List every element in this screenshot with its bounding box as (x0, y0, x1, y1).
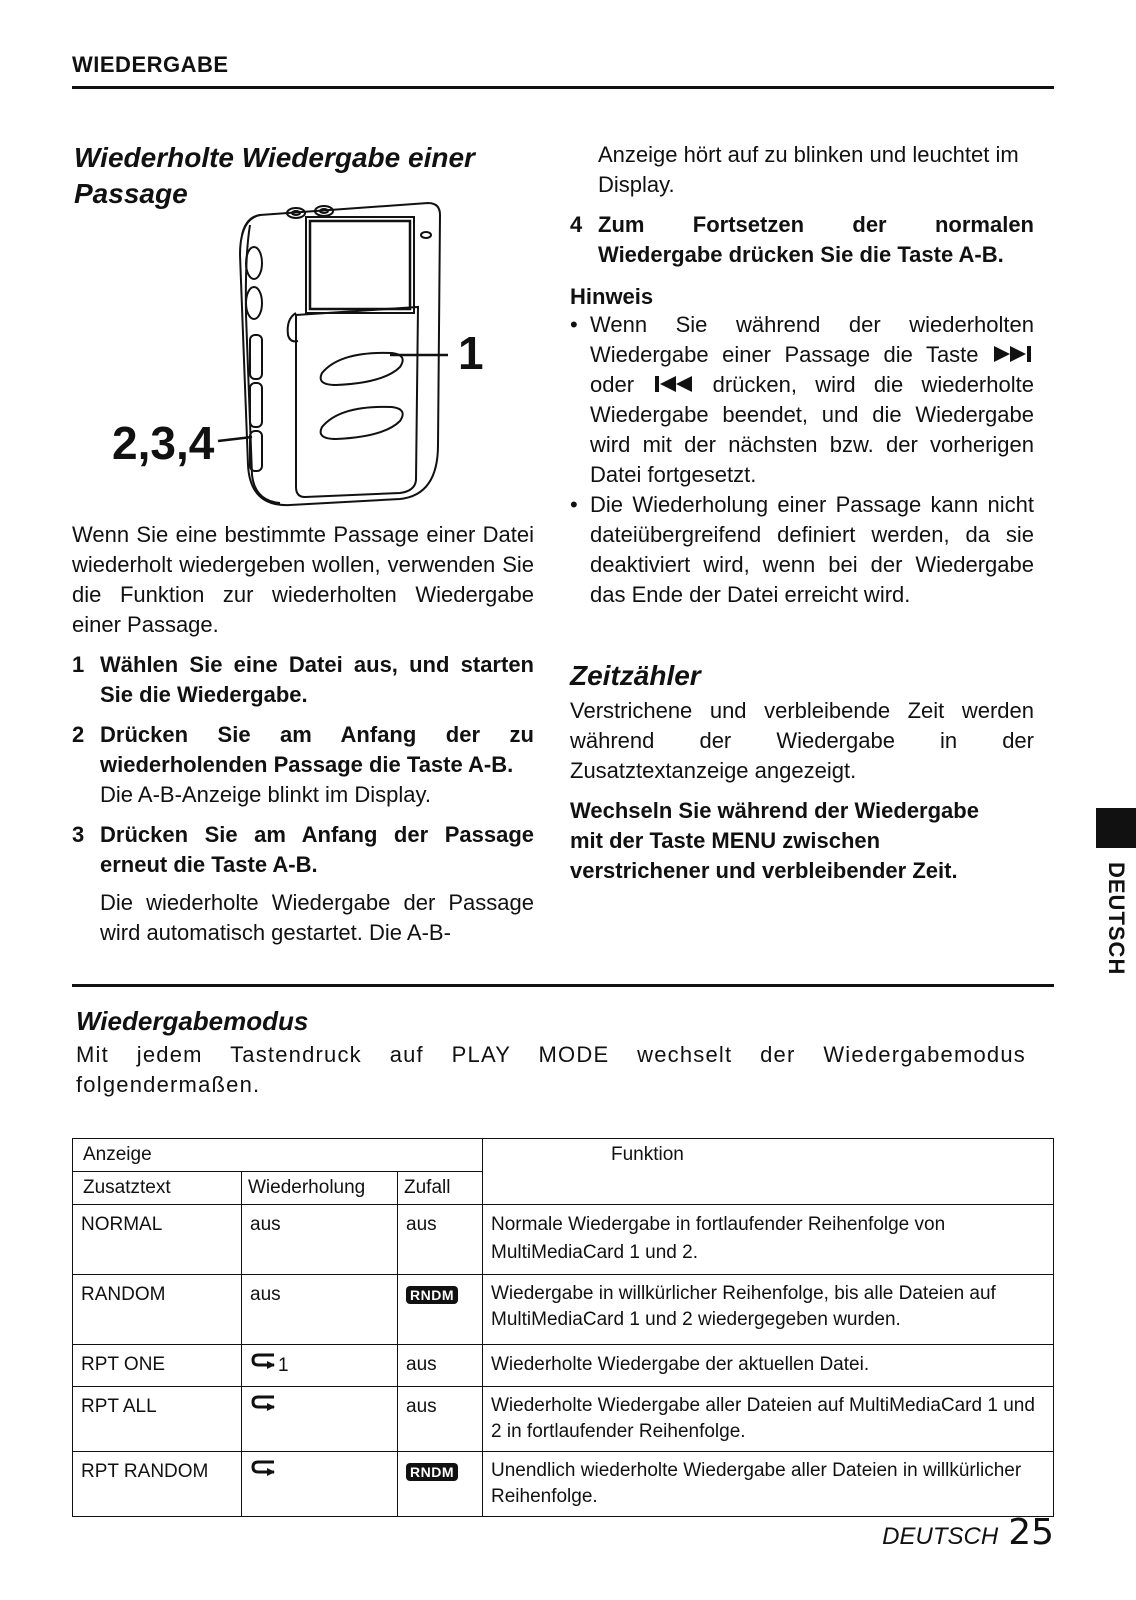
callout-label-2-3-4: 2,3,4 (112, 417, 215, 469)
previous-track-icon (652, 374, 694, 394)
cell-function: Unendlich wiederholte Wiedergabe aller Dateien in willkürlicher Reihenfolge. (483, 1452, 1054, 1517)
header-display: Anzeige (73, 1139, 483, 1172)
step-note: Die A-B-Anzeige blinkt im Display. (100, 782, 431, 807)
cell-function: Wiederholte Wiedergabe aller Dateien auf MultiMediaCard 1 und 2 in fortlaufender Reihenfolge. (483, 1387, 1054, 1452)
table-row (73, 1205, 1054, 1275)
step-instruction: Drücken Sie am Anfang der zu wiederholenden Passage die Taste A-B. (100, 722, 534, 777)
intro-paragraph: Wenn Sie eine bestimmte Passage einer Datei wiederholt wiedergeben wollen, verwenden Sie die Funktion zur wiederholten Wiedergabe einer Passage. (72, 522, 534, 637)
header-text: Zusatztext (73, 1172, 242, 1205)
callout-label-1: 1 (458, 327, 484, 379)
cell-repeat (242, 1345, 398, 1387)
hint-text: drücken, wird die wiederholte Wiedergabe beendet, und die Wiedergabe wird mit der nächsten bzw. der vorherigen Datei fortgesetzt. (590, 372, 1034, 487)
hint-title: Hinweis (570, 284, 654, 309)
section-title-timer: Zeitzähler (570, 660, 701, 691)
repeat-icon (250, 1458, 278, 1480)
cell-text: RPT ALL (73, 1387, 242, 1452)
step-number: 4 (570, 212, 583, 237)
step-number: 2 (72, 722, 85, 747)
language-tab-marker (1096, 808, 1136, 848)
cell-repeat (242, 1387, 398, 1452)
hint-list (570, 310, 1034, 610)
step-instruction: Drücken Sie am Anfang der Passage erneut die Taste A-B. (100, 822, 534, 877)
cell-text: NORMAL (73, 1205, 242, 1275)
cell-random (398, 1452, 483, 1517)
repeat-icon (250, 1393, 278, 1415)
step-number: 1 (72, 652, 85, 677)
table-row (73, 1345, 1054, 1387)
header-function: Funktion (483, 1139, 1054, 1205)
random-badge-icon: RNDM (406, 1286, 458, 1304)
step-2 (72, 720, 534, 810)
cell-text: RANDOM (73, 1275, 242, 1345)
step-instruction: Wählen Sie eine Datei aus, und starten Sie die Wiedergabe. (100, 652, 534, 707)
hint-text: Die Wiederholung einer Passage kann nicht dateiübergreifend definiert werden, da sie deaktiviert wird, wenn bei der Wiedergabe das Ende der Datei erreicht wird. (590, 492, 1034, 607)
section-header: WIEDERGABE (72, 52, 229, 77)
cell-text: RPT ONE (73, 1345, 242, 1387)
cell-random: aus (398, 1345, 483, 1387)
section-rule (72, 984, 1054, 987)
section-title-repeat-passage: Wiederholte Wiedergabe einer Passage (74, 142, 475, 209)
timer-paragraph: Verstrichene und verbleibende Zeit werden während der Wiedergabe in der Zusatztextanzeige angezeigt. (570, 698, 1034, 783)
hint-text: oder (590, 372, 635, 397)
table-row (73, 1452, 1054, 1517)
hint-item (570, 490, 1034, 610)
header-repeat: Wiederholung (242, 1172, 398, 1205)
cell-random: aus (398, 1205, 483, 1275)
cell-function: Wiederholte Wiedergabe der aktuellen Datei. (483, 1345, 1054, 1387)
header-random: Zufall (398, 1172, 483, 1205)
cell-random: aus (398, 1387, 483, 1452)
cell-repeat: aus (242, 1205, 398, 1275)
continued-note: Anzeige hört auf zu blinken und leuchtet im Display. (598, 142, 1019, 197)
footer-language: DEUTSCH (882, 1523, 999, 1550)
hint-item (570, 310, 1034, 490)
repeat-one-suffix: 1 (278, 1355, 289, 1376)
page-footer (882, 1512, 1054, 1553)
hint-text: Wenn Sie während der wiederholten Wiedergabe einer Passage die Taste (590, 312, 1034, 367)
repeat-icon (250, 1351, 278, 1373)
step-instruction: Zum Fortsetzen der normalen Wiedergabe drücken Sie die Taste A-B. (598, 212, 1034, 267)
table-row (73, 1387, 1054, 1452)
cell-random (398, 1275, 483, 1345)
table-row (73, 1275, 1054, 1345)
play-mode-table (72, 1138, 1054, 1517)
play-mode-intro: Mit jedem Tastendruck auf PLAY MODE wechselt der Wiedergabemodus folgendermaßen. (76, 1042, 1026, 1097)
cell-text: RPT RANDOM (73, 1452, 242, 1517)
random-badge-icon: RNDM (406, 1463, 458, 1481)
step-4 (570, 210, 1034, 270)
next-track-icon (992, 344, 1034, 364)
cell-repeat: aus (242, 1275, 398, 1345)
timer-instruction: Wechseln Sie während der Wiedergabe mit der Taste MENU zwischen verstrichener und verbleibender Zeit. (570, 798, 979, 883)
cell-function: Wiedergabe in willkürlicher Reihenfolge, bis alle Dateien auf MultiMediaCard 1 und 2 wiedergegeben wurden. (483, 1275, 1054, 1345)
table-header-row (73, 1139, 1054, 1172)
cell-function: Normale Wiedergabe in fortlaufender Reihenfolge von MultiMediaCard 1 und 2. (483, 1205, 1054, 1275)
header-rule (72, 86, 1054, 89)
page-number: 25 (1008, 1512, 1054, 1553)
cell-repeat (242, 1452, 398, 1517)
step-note: Die wiederholte Wiedergabe der Passage wird automatisch gestartet. Die A-B- (100, 890, 534, 945)
step-number: 3 (72, 822, 85, 847)
language-tab-label: DEUTSCH (1104, 862, 1129, 976)
step-3 (72, 820, 534, 948)
section-title-play-mode: Wiedergabemodus (76, 1006, 309, 1036)
step-1 (72, 650, 534, 710)
